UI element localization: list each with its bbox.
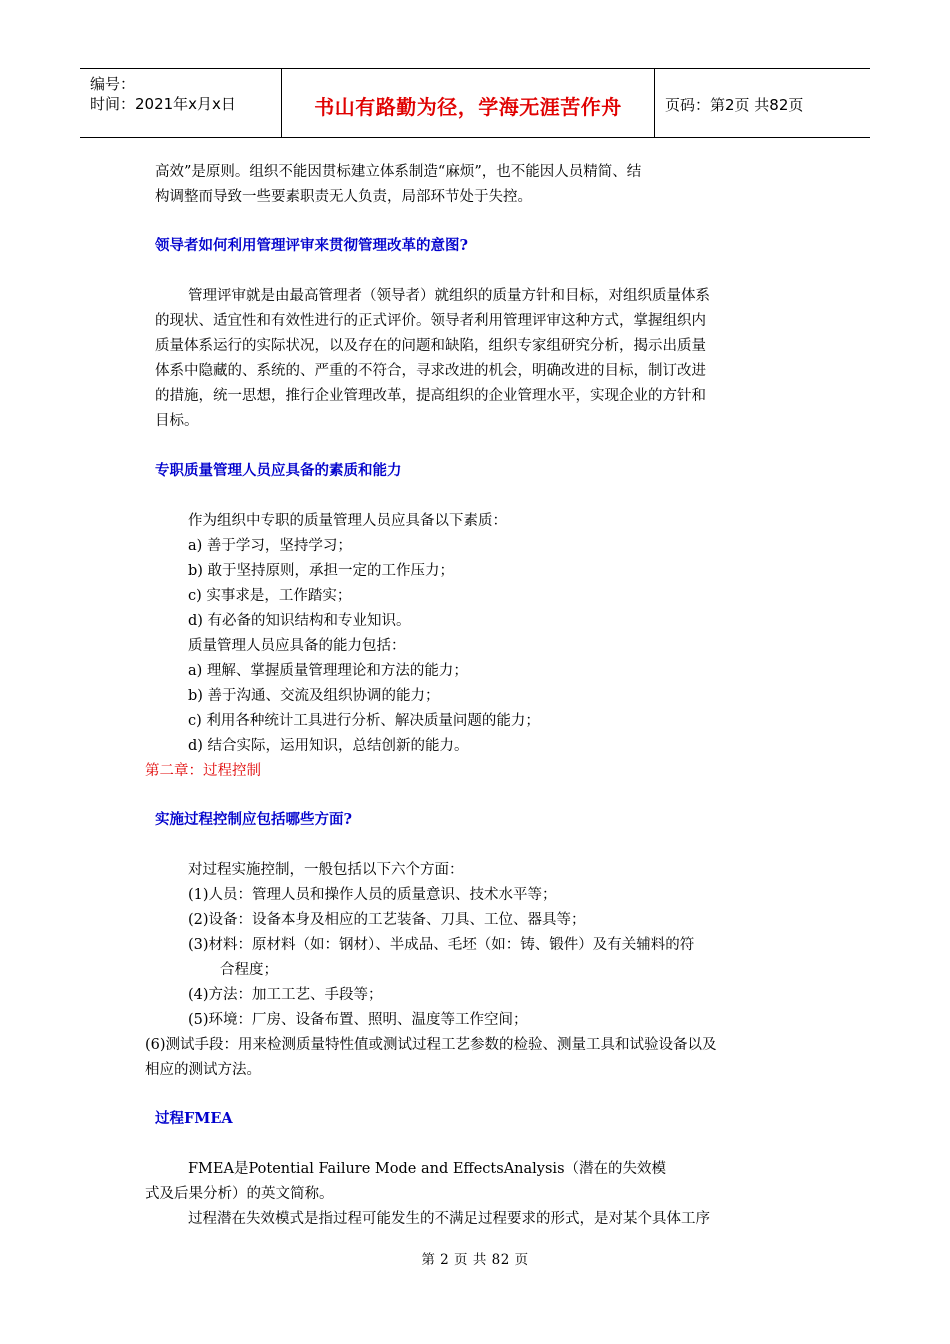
list-item: d) 有必备的知识结构和专业知识。 <box>188 613 411 629</box>
section-heading: 实施过程控制应包括哪些方面? <box>155 811 352 828</box>
body-line: 构调整而导致一些要素职责无人负责，局部环节处于失控。 <box>155 189 532 205</box>
chapter-heading: 第二章：过程控制 <box>145 763 261 779</box>
header-page-info: 页码：第2页 共82页 <box>665 96 804 114</box>
section-heading: 专职质量管理人员应具备的素质和能力 <box>155 462 402 479</box>
list-item: a) 善于学习，坚持学习； <box>188 538 352 554</box>
header-time-label: 时间：2021年x月x日 <box>90 95 236 113</box>
page-header <box>80 68 870 138</box>
body-line: 质量体系运行的实际状况，以及存在的问题和缺陷，组织专家组研究分析，揭示出质量 <box>155 338 706 354</box>
body-line: 的措施，统一思想，推行企业管理改革，提高组织的企业管理水平，实现企业的方针和 <box>155 388 706 404</box>
list-item: b) 敢于坚持原则，承担一定的工作压力； <box>188 563 455 579</box>
list-item: (3)材料：原材料（如：钢材）、半成品、毛坯（如：铸、锻件）及有关辅料的符 <box>188 937 695 953</box>
header-slogan: 书山有路勤为径，学海无涯苦作舟 <box>314 95 622 119</box>
list-item: (6)测试手段：用来检测质量特性值或测试过程工艺参数的检验、测量工具和试验设备以及 <box>145 1037 717 1053</box>
body-line: 管理评审就是由最高管理者（领导者）就组织的质量方针和目标，对组织质量体系 <box>188 288 710 304</box>
body-line: 高效”是原则。组织不能因贯标建立体系制造“麻烦”，也不能因人员精简、结 <box>155 164 642 180</box>
body-line: 对过程实施控制，一般包括以下六个方面： <box>188 862 464 878</box>
list-item: (2)设备：设备本身及相应的工艺装备、刀具、工位、器具等； <box>188 912 586 928</box>
header-meta-cell <box>80 69 282 137</box>
body-line: 体系中隐藏的、系统的、严重的不符合，寻求改进的机会，明确改进的目标，制订改进 <box>155 363 706 379</box>
body-line: 式及后果分析）的英文简称。 <box>145 1186 334 1202</box>
list-item: (5)环境：厂房、设备布置、照明、温度等工作空间； <box>188 1012 528 1028</box>
body-line: 过程潜在失效模式是指过程可能发生的不满足过程要求的形式，是对某个具体工序 <box>188 1211 710 1227</box>
list-item: b) 善于沟通、交流及组织协调的能力； <box>188 688 440 704</box>
list-item: c) 实事求是，工作踏实； <box>188 588 352 604</box>
header-page-cell <box>655 69 870 137</box>
page-footer: 第 2 页 共 82 页 <box>421 1252 529 1268</box>
list-item-continuation: 相应的测试方法。 <box>145 1062 261 1078</box>
header-number-label: 编号： <box>90 75 136 93</box>
list-item: c) 利用各种统计工具进行分析、解决质量问题的能力； <box>188 713 540 729</box>
section-heading: 领导者如何利用管理评审来贯彻管理改革的意图? <box>155 237 468 254</box>
body-line: 的现状、适宜性和有效性进行的正式评价。领导者利用管理评审这种方式，掌握组织内 <box>155 313 706 329</box>
list-item: a) 理解、掌握质量管理理论和方法的能力； <box>188 663 468 679</box>
body-line: 质量管理人员应具备的能力包括： <box>188 638 406 654</box>
section-heading: 过程FMEA <box>155 1110 233 1127</box>
list-item: (1)人员：管理人员和操作人员的质量意识、技术水平等； <box>188 887 557 903</box>
header-slogan-cell <box>282 69 655 137</box>
list-item-continuation: 合程度； <box>220 962 278 978</box>
list-item: (4)方法：加工工艺、手段等； <box>188 987 383 1003</box>
body-line: FMEA是Potential Failure Mode and EffectsAnalysis（潜在的失效模 <box>188 1161 667 1177</box>
list-item: d) 结合实际，运用知识，总结创新的能力。 <box>188 738 469 754</box>
body-line: 目标。 <box>155 413 199 429</box>
body-line: 作为组织中专职的质量管理人员应具备以下素质： <box>188 513 507 529</box>
